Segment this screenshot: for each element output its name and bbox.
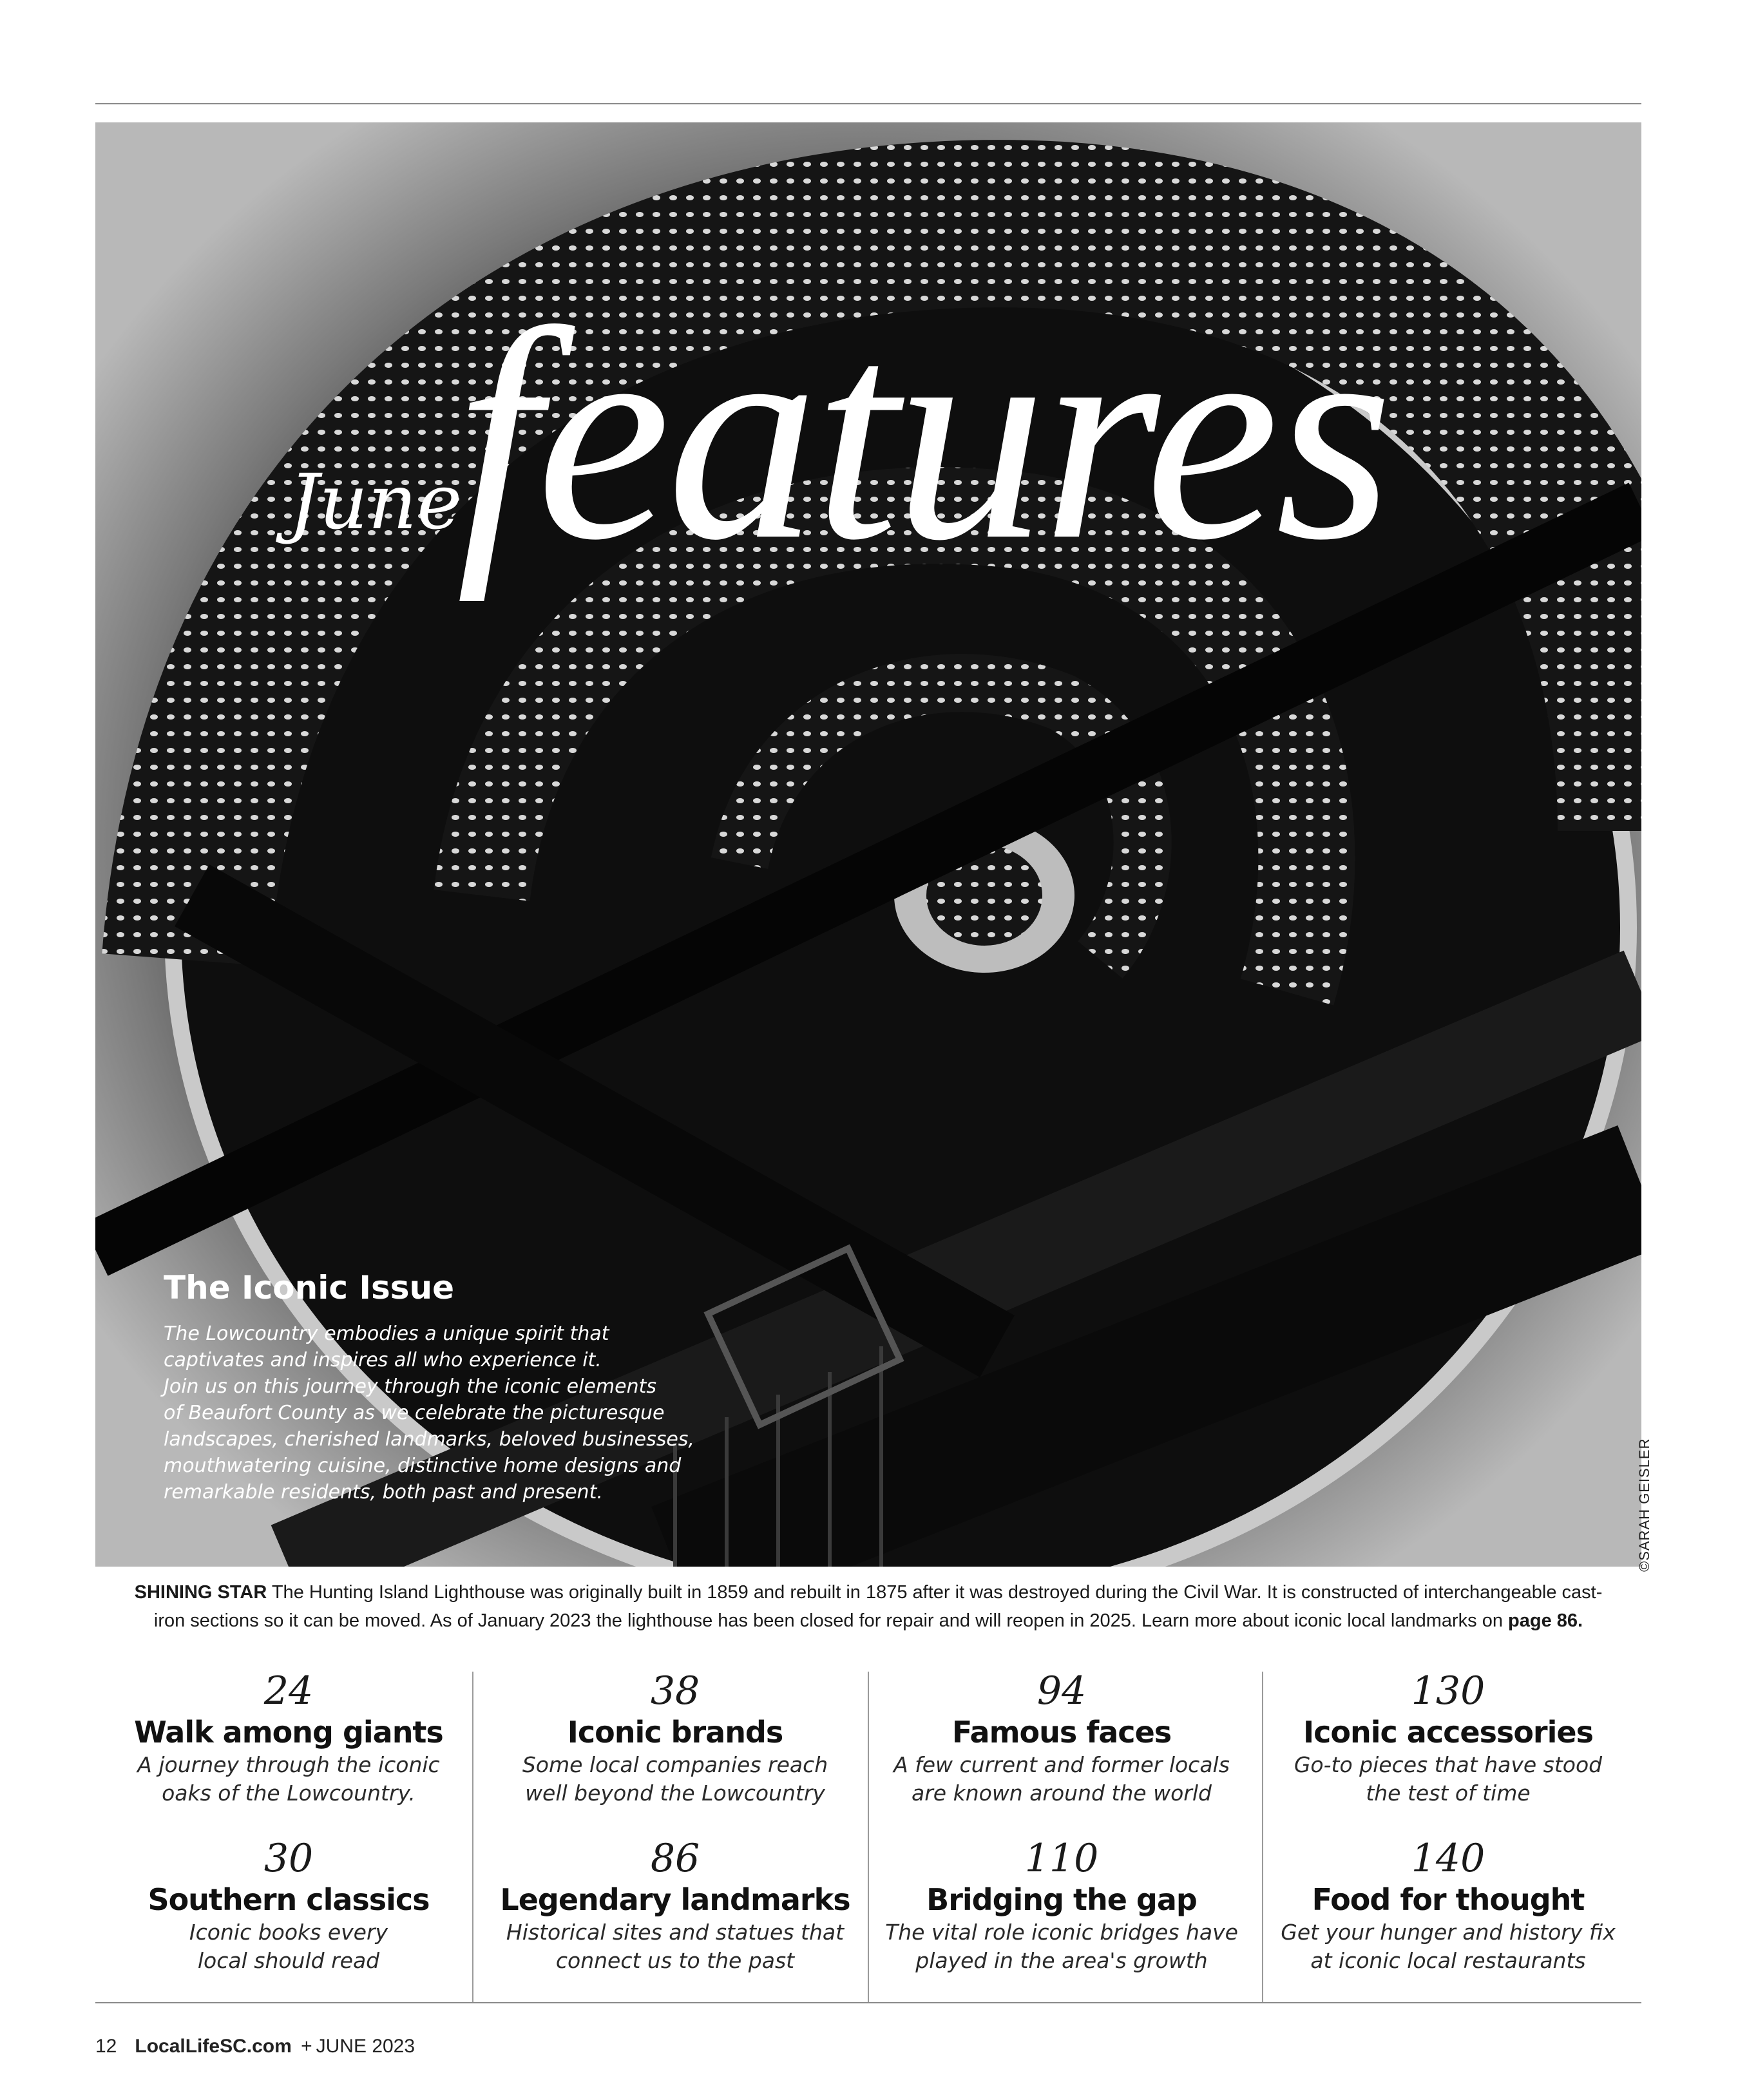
issue-line: landscapes, cherished landmarks, beloved businesses,	[164, 1428, 694, 1451]
feature-page-number: 94	[1036, 1668, 1087, 1713]
feature-item[interactable]	[95, 1668, 482, 1836]
column-divider	[472, 1672, 473, 2003]
issue-line: mouthwatering cuisine, distinctive home designs and	[164, 1455, 682, 1477]
feature-page-number: 38	[650, 1668, 700, 1713]
feature-description: connect us to the past	[555, 1948, 795, 1973]
feature-item[interactable]	[482, 1668, 868, 1836]
feature-description: Some local companies reach	[522, 1752, 828, 1777]
feature-page-number: 24	[263, 1668, 314, 1713]
feature-item[interactable]	[1255, 1836, 1641, 2003]
feature-item[interactable]	[482, 1836, 868, 2003]
feature-heading: Iconic accessories	[1303, 1715, 1593, 1750]
column-divider	[1262, 1672, 1263, 2003]
feature-heading: Southern classics	[148, 1882, 430, 1917]
issue-line: Join us on this journey through the iconic elements	[164, 1375, 656, 1398]
feature-heading: Food for thought	[1312, 1882, 1585, 1917]
feature-page-number: 140	[1411, 1836, 1485, 1881]
caption-line-2: iron sections so it can be moved. As of January 2023 the lighthouse has been closed for repair and will reopen in 2025. Learn more about iconic local landmarks on	[153, 1610, 1509, 1631]
lighthouse-staircase-photo	[95, 122, 1641, 1567]
column-divider	[868, 1672, 869, 2003]
feature-description: well beyond the Lowcountry	[525, 1780, 825, 1806]
feature-description: at iconic local restaurants	[1310, 1948, 1586, 1973]
feature-page-number: 86	[650, 1836, 700, 1881]
feature-heading: Famous faces	[951, 1715, 1172, 1750]
feature-description: Iconic books every	[189, 1920, 388, 1945]
bottom-rule	[95, 2002, 1641, 2003]
footer-separator: +	[301, 2036, 312, 2057]
caption-lead: SHINING STAR	[134, 1582, 267, 1603]
caption-page-ref[interactable]: page 86.	[1508, 1610, 1583, 1631]
feature-description: Historical sites and statues that	[506, 1920, 845, 1945]
feature-description: A journey through the iconic	[137, 1752, 440, 1777]
feature-page-number: 30	[263, 1836, 314, 1881]
feature-description: Get your hunger and history fix	[1281, 1920, 1616, 1945]
feature-description: Go-to pieces that have stood	[1294, 1752, 1603, 1777]
feature-description: are known around the world	[912, 1780, 1212, 1806]
feature-item[interactable]	[868, 1836, 1255, 2003]
feature-page-number: 130	[1411, 1668, 1485, 1713]
title-month: June	[289, 457, 463, 546]
issue-line: captivates and inspires all who experience it.	[164, 1349, 602, 1371]
feature-item[interactable]	[1255, 1668, 1641, 1836]
issue-line: of Beaufort County as we celebrate the picturesque	[164, 1402, 665, 1424]
footer-page-number: 12	[95, 2036, 117, 2057]
photo-credit: ©SARAH GEISLER	[1636, 1438, 1652, 1572]
photo-caption	[95, 1578, 1641, 1635]
issue-heading: The Iconic Issue	[164, 1269, 455, 1306]
feature-description: played in the area's growth	[915, 1948, 1208, 1973]
feature-heading: Walk among giants	[134, 1715, 443, 1750]
feature-description: local should read	[197, 1948, 380, 1973]
footer-site-link[interactable]: LocalLifeSC.com	[135, 2036, 292, 2057]
feature-item[interactable]	[868, 1668, 1255, 1836]
issue-line: The Lowcountry embodies a unique spirit that	[164, 1322, 609, 1345]
feature-description: A few current and former locals	[893, 1752, 1230, 1777]
feature-heading: Iconic brands	[567, 1715, 783, 1750]
feature-heading: Legendary landmarks	[500, 1882, 850, 1917]
feature-description: the test of time	[1366, 1780, 1531, 1806]
feature-heading: Bridging the gap	[926, 1882, 1197, 1917]
title-features: features	[456, 267, 1389, 602]
issue-description	[164, 1321, 743, 1505]
feature-item[interactable]	[95, 1836, 482, 2003]
caption-line-1: The Hunting Island Lighthouse was originally built in 1859 and rebuilt in 1875 after it was destroyed during the Civil War. It is constructed of interchangeable cast-	[267, 1582, 1603, 1603]
feature-page-number: 110	[1024, 1836, 1099, 1881]
issue-line: remarkable residents, both past and present.	[164, 1481, 603, 1503]
feature-description: oaks of the Lowcountry.	[162, 1780, 415, 1806]
page-footer	[95, 2036, 415, 2057]
feature-description: The vital role iconic bridges have	[885, 1920, 1238, 1945]
top-rule	[95, 103, 1641, 104]
footer-issue-date: JUNE 2023	[316, 2036, 415, 2057]
